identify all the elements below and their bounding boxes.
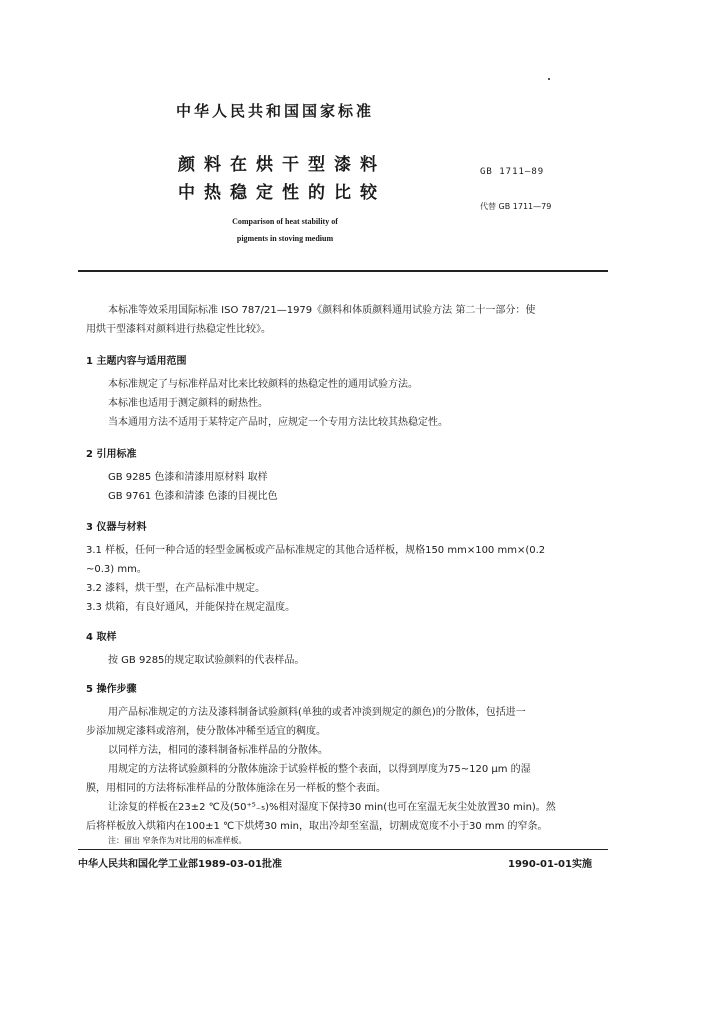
issuing-authority-title: 中华人民共和国国家标准 xyxy=(176,102,375,120)
section-3-heading: 3 仪器与材料 xyxy=(86,522,147,533)
reference-gb-9761: GB 9761 色漆和清漆 色漆的目视比色 xyxy=(108,491,278,502)
section-5-para-1-line-1: 用产品标准规定的方法及漆料制备试验颜料(单独的或者冲淡到规定的颜色)的分散体，包括进一 xyxy=(108,707,526,718)
item-3-2: 3.2 漆料，烘干型，在产品标准中规定。 xyxy=(86,583,266,594)
section-1-para-1: 本标准规定了与标准样品对比来比较颜料的热稳定性的通用试验方法。 xyxy=(108,379,418,390)
reference-gb-9285: GB 9285 色漆和清漆用原材料 取样 xyxy=(108,472,268,483)
section-4-para-1: 按 GB 9285的规定取试验颜料的代表样品。 xyxy=(108,655,305,666)
item-3-1-line-1: 3.1 样板，任何一种合适的轻型金属板或产品标准规定的其他合适样板，规格150 mm×100 mm×(0.2 xyxy=(86,545,546,556)
item-3-3: 3.3 烘箱，有良好通风，并能保持在规定温度。 xyxy=(86,602,296,613)
scan-speck xyxy=(548,78,550,80)
replaces-standard: 代替 GB 1711—79 xyxy=(480,202,552,211)
approval-info: 中华人民共和国化学工业部1989-03-01批准 xyxy=(78,859,282,870)
english-title-line-1: Comparison of heat stability of xyxy=(232,217,338,226)
section-5-para-3-line-2: 膜，用相同的方法将标准样品的分散体施涂在另一样板的整个表面。 xyxy=(86,783,386,794)
section-1-para-3: 当本通用方法不适用于某特定产品时，应规定一个专用方法比较其热稳定性。 xyxy=(108,417,448,428)
english-title xyxy=(200,213,370,247)
intro-line-2: 用烘干型漆料对颜料进行热稳定性比较》。 xyxy=(86,324,271,335)
standard-code: GB 1711—89 xyxy=(480,167,545,177)
english-title-line-2: pigments in stoving medium xyxy=(236,234,334,243)
implementation-date: 1990-01-01实施 xyxy=(508,859,592,870)
section-5-note: 注：留出 窄条作为对比用的标准样板。 xyxy=(108,836,247,845)
standard-title-line-1: 颜料在烘干型漆料 xyxy=(178,155,386,175)
section-5-para-2: 以同样方法，相同的漆料制备标准样品的分散体。 xyxy=(108,745,328,756)
footer-divider xyxy=(78,849,608,850)
intro-line-1: 本标准等效采用国际标准 ISO 787/21—1979《颜料和体质颜料通用试验方法 第二十一部分：使 xyxy=(108,305,536,316)
section-5-para-4-line-2: 后将样板放入烘箱内在100±1 ℃下烘烤30 min，取出冷却至室温，切割成宽度不小于30 mm 的窄条。 xyxy=(86,821,548,832)
section-4-heading: 4 取样 xyxy=(86,632,117,643)
section-1-para-2: 本标准也适用于测定颜料的耐热性。 xyxy=(108,398,268,409)
section-5-para-3-line-1: 用规定的方法将试验颜料的分散体施涂于试验样板的整个表面，以得到厚度为75~120 μm 的湿 xyxy=(108,764,531,775)
section-5-para-1-line-2: 步添加规定漆料或溶剂，使分散体冲稀至适宜的稠度。 xyxy=(86,726,326,737)
section-1-heading: 1 主题内容与适用范围 xyxy=(86,356,187,367)
item-3-1-line-2: ~0.3) mm。 xyxy=(86,564,147,575)
section-2-heading: 2 引用标准 xyxy=(86,449,137,460)
section-5-para-4-line-1: 让涂复的样板在23±2 ℃及(50⁺⁵₋₅)%相对湿度下保持30 min(也可在室温无灰尘处放置30 min)。然 xyxy=(108,802,556,813)
section-5-heading: 5 操作步骤 xyxy=(86,684,137,695)
header-divider xyxy=(78,270,608,272)
standard-title-line-2: 中热稳定性的比较 xyxy=(178,183,386,203)
